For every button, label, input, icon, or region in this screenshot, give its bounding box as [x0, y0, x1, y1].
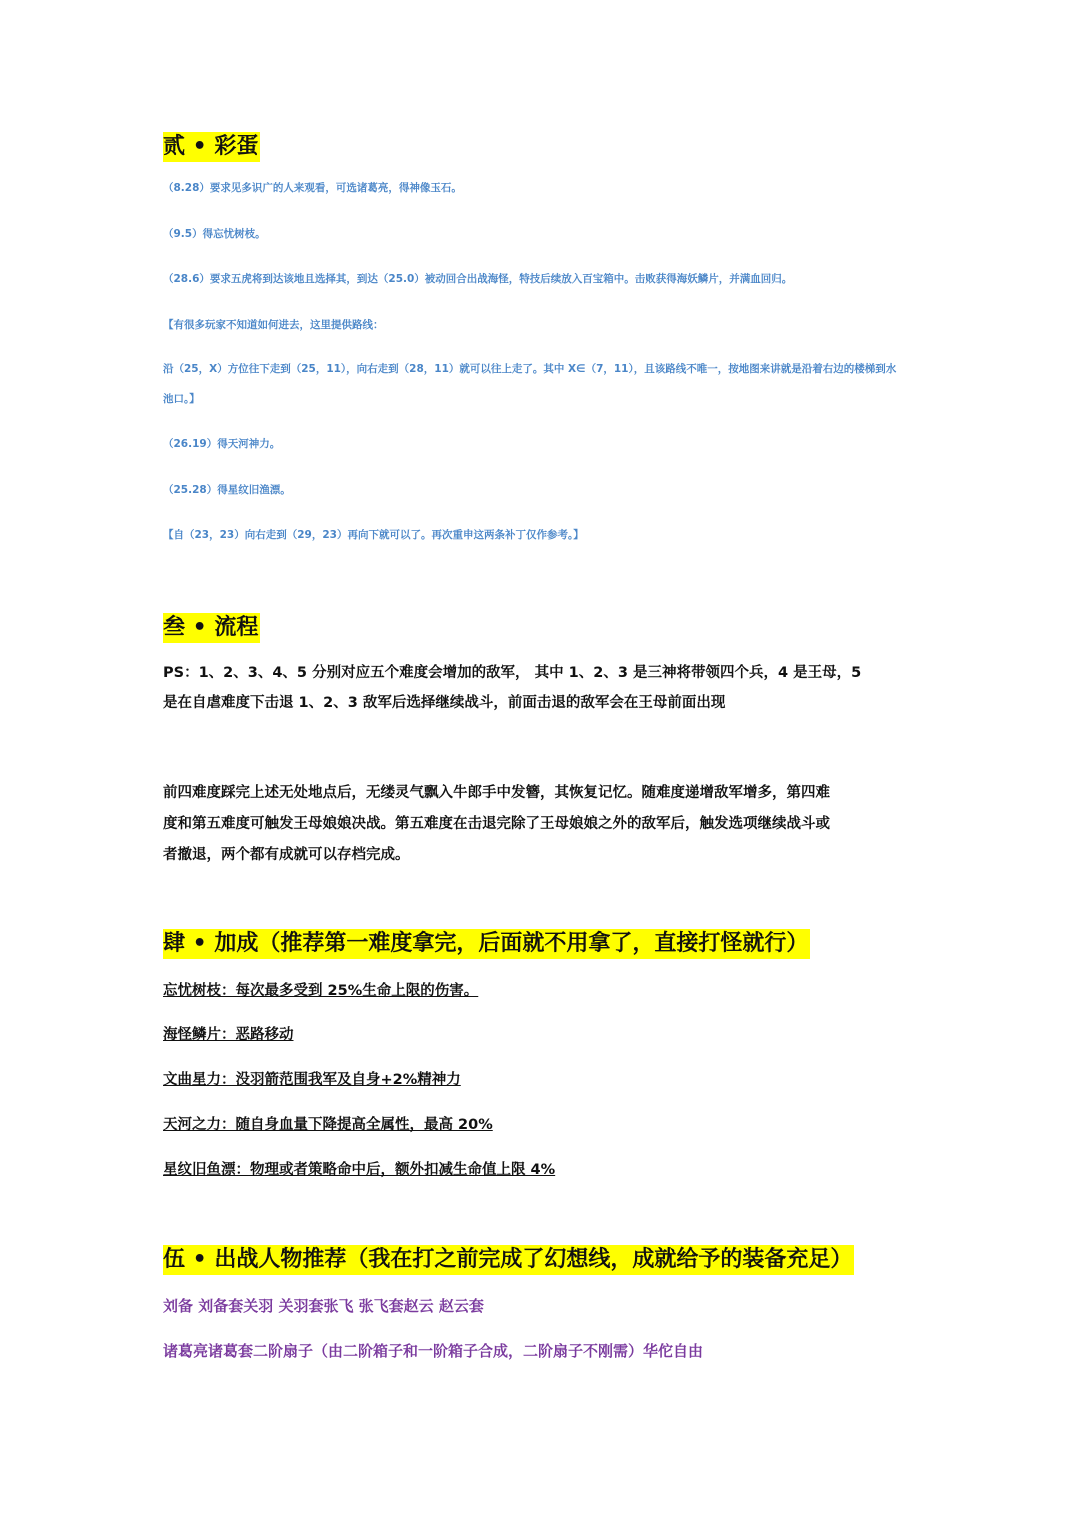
process-ps-line: 是在自虐难度下击退 1、2、3 敌军后选择继续战斗，前面击退的敌军会在王母前面出现 — [163, 695, 726, 711]
easter-egg-line: （9.5）得忘忧树枝。 — [163, 228, 266, 240]
process-ps-line: PS：1、2、3、4、5 分别对应五个难度会增加的敌军， 其中 1、2、3 是三神将带领四个兵，4 是王母，5 — [163, 665, 862, 681]
easter-egg-line: 沿（25，X）方位往下走到（25，11），向右走到（28，11）就可以往上走了。其中 X∈（7，11），且该路线不唯一，按地图来讲就是沿着右边的楼梯到水 — [163, 363, 897, 375]
bonus-item: 忘忧树枝：每次最多受到 25%生命上限的伤害。 — [163, 983, 479, 999]
easter-egg-line: 【自（23，23）向右走到（29，23）再向下就可以了。再次重申这两条补丁仅作参考。】 — [163, 529, 584, 541]
easter-egg-line: （25.28）得星纹旧渔漂。 — [163, 484, 291, 496]
character-line: 刘备 刘备套关羽 关羽套张飞 张飞套赵云 赵云套 — [163, 1297, 484, 1315]
bonus-item: 海怪鳞片：恶路移动 — [163, 1027, 294, 1043]
easter-egg-line: （8.28）要求见多识广的人来观看，可选诸葛亮，得神像玉石。 — [163, 182, 462, 194]
process-body-line: 者撤退，两个都有成就可以存档完成。 — [163, 847, 410, 863]
section-heading-bonus: 肆 • 加成（推荐第一难度拿完，后面就不用拿了，直接打怪就行） — [163, 929, 810, 959]
bonus-item: 天河之力：随自身血量下降提高全属性，最高 20% — [163, 1117, 493, 1133]
section-heading-easter-egg: 贰 • 彩蛋 — [163, 132, 260, 162]
process-body-line: 度和第五难度可触发王母娘娘决战。第五难度在击退完除了王母娘娘之外的敌军后，触发选项继续战斗或 — [163, 816, 830, 832]
process-body-line: 前四难度踩完上述无处地点后，无缕灵气飘入牛郎手中发簪，其恢复记忆。随难度递增敌军增多，第四难 — [163, 785, 830, 801]
character-line: 诸葛亮诸葛套二阶扇子（由二阶箱子和一阶箱子合成，二阶扇子不刚需）华佗自由 — [163, 1342, 704, 1360]
easter-egg-line: （26.19）得天河神力。 — [163, 438, 281, 450]
easter-egg-line: （28.6）要求五虎将到达该地且选择其，到达（25.0）被动回合出战海怪，特技后续放入百宝箱中。击败获得海妖鳞片，并满血回归。 — [163, 273, 793, 285]
bonus-item: 文曲星力：没羽箭范围我军及自身+2%精神力 — [163, 1072, 461, 1088]
bonus-item: 星纹旧鱼漂：物理或者策略命中后，额外扣减生命值上限 4% — [163, 1162, 556, 1178]
easter-egg-line: 【有很多玩家不知道如何进去，这里提供路线： — [163, 319, 384, 331]
easter-egg-line: 池口。】 — [163, 393, 200, 405]
section-heading-characters: 伍 • 出战人物推荐（我在打之前完成了幻想线，成就给予的装备充足） — [163, 1245, 854, 1275]
section-heading-process: 叁 • 流程 — [163, 613, 260, 643]
